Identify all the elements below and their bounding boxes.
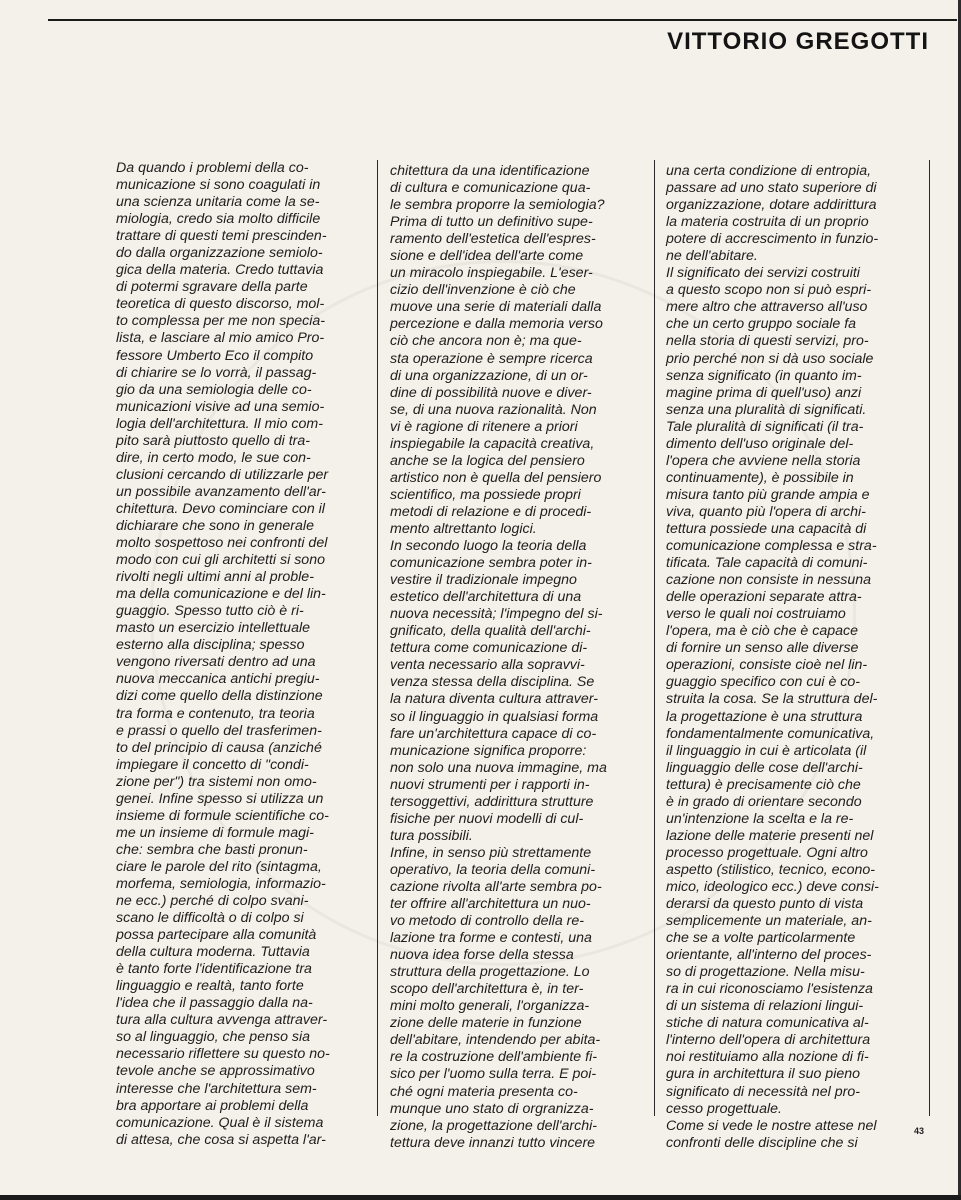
text-column-3	[666, 163, 925, 1152]
text-line: so di progettazione. Nella misu-	[666, 964, 865, 981]
scan-edge-bottom	[0, 1195, 961, 1200]
text-line: tra forma e contenuto, tra teoria	[116, 705, 315, 722]
text-line: dire, in certo modo, le sue con-	[116, 449, 311, 466]
text-line: aspetto (stilistico, tecnico, econo-	[666, 861, 875, 878]
text-line: nuova idea forse della stessa	[390, 947, 574, 964]
text-line: tettura deve innanzi tutto vincere	[390, 1134, 596, 1151]
text-line: tura alla cultura avvenga attraver-	[116, 1012, 328, 1029]
text-line: processo progettuale. Ogni altro	[666, 844, 868, 861]
text-line: verso le quali noi costruiamo	[666, 606, 846, 623]
text-line: vengono riversati dentro ad una	[116, 654, 316, 671]
text-line: fondamentalmente comunicativa,	[666, 725, 875, 742]
text-line: di cultura e comunicazione qua-	[390, 180, 591, 197]
text-line: clusioni cercando di utilizzarle per	[116, 466, 329, 483]
text-line: viva, quanto più l'opera di archi-	[666, 503, 866, 520]
text-line: di potermi sgravare della parte	[116, 279, 308, 296]
text-line: zione, la progettazione dell'archi-	[390, 1117, 597, 1134]
text-line: masto un esercizio intellettuale	[116, 620, 310, 637]
text-line: estetico dell'architettura di una	[390, 589, 582, 606]
text-line: comunicazione complessa e stra-	[666, 538, 877, 555]
text-line: nuovi strumenti per i rapporti in-	[390, 776, 590, 793]
page-number: 43	[914, 1126, 925, 1136]
text-line: ma della comunicazione e del lin-	[116, 586, 326, 603]
text-line: vi è ragione di ritenere a priori	[390, 418, 578, 435]
text-line: orientante, all'interno del proces-	[666, 947, 872, 964]
text-line: molto sospettoso nei confronti del	[116, 535, 328, 552]
text-line: comunicazione sembra poter in-	[390, 555, 592, 572]
text-line: Il significato dei servizi costruiti	[666, 265, 860, 282]
text-line: chitettura. Devo cominciare con il	[116, 500, 325, 517]
text-line: ciò che ancora non è; ma que-	[390, 333, 582, 350]
text-line: la natura diventa cultura attraver-	[390, 691, 598, 708]
text-line: tettura) è precisamente ciò che	[666, 776, 861, 793]
text-line: l'opera che avviene nella storia	[666, 452, 861, 469]
text-line: cizio dell'invenzione è ciò che	[390, 282, 576, 299]
text-line: operazioni, consiste cioè nel lin-	[666, 657, 868, 674]
text-line: linguaggio e realtà, tanto forte	[116, 978, 304, 995]
text-line: dichiarare che sono in generale	[116, 517, 314, 534]
author-name: VITTORIO GREGOTTI	[667, 28, 929, 55]
text-line: modo con cui gli architetti si sono	[116, 552, 325, 569]
text-line: In secondo luogo la teoria della	[390, 538, 587, 555]
text-line: scientifico, ma possiede propri	[390, 486, 581, 503]
text-line: mini molto generali, l'organizza-	[390, 998, 590, 1015]
text-line: fessore Umberto Eco il compito	[116, 347, 314, 364]
text-line: insieme di formule scientifiche co-	[116, 807, 329, 824]
text-line: venza stessa della disciplina. Se	[390, 674, 595, 691]
text-line: sta operazione è sempre ricerca	[390, 350, 593, 367]
text-line: della cultura moderna. Tuttavia	[116, 944, 310, 961]
text-line: e prassi o quello del trasferimen-	[116, 722, 322, 739]
text-line: dine di possibilità nuove e diver-	[390, 384, 592, 401]
text-line: un'intenzione la scelta e la re-	[666, 810, 854, 827]
text-line: Tale pluralità di significati (il tra-	[666, 418, 864, 435]
text-line: che se a volte particolarmente	[666, 930, 856, 947]
text-line: è tanto forte l'identificazione tra	[116, 961, 312, 978]
text-line: le sembra proporre la semiologia?	[390, 197, 605, 214]
text-line: Prima di tutto un definitivo supe-	[390, 214, 593, 231]
text-line: dell'abitare, intendendo per abita-	[390, 1032, 601, 1049]
text-line: municazione significa proporre:	[390, 742, 587, 759]
text-line: re la costruzione dell'ambiente fi-	[390, 1049, 597, 1066]
text-line: anche se la logica del pensiero	[390, 452, 585, 469]
text-line: stiche di natura comunicativa al-	[666, 1015, 869, 1032]
text-line: una scienza unitaria come la se-	[116, 194, 320, 211]
text-line: delle operazioni separate attra-	[666, 589, 862, 606]
text-line: esterno alla disciplina; spesso	[116, 637, 305, 654]
text-line: trattare di questi temi prescinden-	[116, 228, 327, 245]
text-line: semplicemente un materiale, an-	[666, 913, 872, 930]
text-line: tura possibili.	[390, 827, 473, 844]
text-line: logia dell'architettura. Il mio com-	[116, 415, 323, 432]
column-divider-1	[377, 160, 378, 1116]
text-column-2	[390, 163, 644, 1152]
text-line: l'opera, ma è ciò che è capace	[666, 623, 858, 640]
text-line: l'idea che il passaggio dalla na-	[116, 995, 313, 1012]
text-line: operativo, la teoria della comuni-	[390, 861, 596, 878]
text-line: bra apportare ai problemi della	[116, 1097, 309, 1114]
text-line: continuamente), è possibile in	[666, 469, 854, 486]
text-line: ter offrire all'architettura un nuo-	[390, 896, 591, 913]
text-line: muove una serie di materiali dalla	[390, 299, 602, 316]
text-line: di una organizzazione, di un or-	[390, 367, 588, 384]
text-line: gnificato, della qualità dell'archi-	[390, 623, 591, 640]
text-line: municazioni visive ad una semio-	[116, 398, 325, 415]
text-line: struttura della progettazione. Lo	[390, 964, 590, 981]
text-line: tersoggettivi, addirittura strutture	[390, 793, 594, 810]
text-line: mento altrettanto logici.	[390, 520, 537, 537]
column-divider-3	[929, 160, 930, 1116]
text-line: tettura possiede una capacità di	[666, 520, 867, 537]
text-line: misura tanto più grande ampia e	[666, 486, 870, 503]
text-line: vo metodo di controllo della re-	[390, 913, 584, 930]
text-line: che: sembra che basti pronun-	[116, 841, 308, 858]
text-line: lista, e lasciare al mio amico Pro-	[116, 330, 325, 347]
text-line: ramento dell'estetica dell'espres-	[390, 231, 596, 248]
text-line: struita la cosa. Se la struttura del-	[666, 691, 878, 708]
text-line: gica della materia. Credo tuttavia	[116, 262, 324, 279]
text-line: mere altro che attraverso all'uso	[666, 299, 868, 316]
text-line: non solo una nuova immagine, ma	[390, 759, 607, 776]
text-line: un possibile avanzamento dell'ar-	[116, 483, 326, 500]
text-line: è in grado di orientare secondo	[666, 793, 862, 810]
text-line: il linguaggio in cui è articolata (il	[666, 742, 867, 759]
text-line: sico per l'uomo sulla terra. E poi-	[390, 1066, 597, 1083]
text-line: ne ecc.) perché di colpo svani-	[116, 893, 309, 910]
text-line: so al linguaggio, che penso sia	[116, 1029, 311, 1046]
text-line: scopo dell'architettura è, in ter-	[390, 981, 584, 998]
text-line: artistico non è quella del pensiero	[390, 469, 602, 486]
text-line: munque uno stato di orgranizza-	[390, 1100, 594, 1117]
text-line: ne dell'abitare.	[666, 248, 758, 265]
text-line: a questo scopo non si può espri-	[666, 282, 872, 299]
text-line: genei. Infine spesso si utilizza un	[116, 790, 324, 807]
text-line: dizi come quello della distinzione	[116, 688, 323, 705]
header-rule	[48, 19, 957, 21]
text-line: ché ogni materia presenta co-	[390, 1083, 578, 1100]
text-line: comunicazione. Qual è il sistema	[116, 1114, 324, 1131]
text-line: confronti delle discipline che si	[666, 1134, 858, 1151]
text-line: gio da una semiologia delle co-	[116, 381, 312, 398]
text-line: morfema, semiologia, informazio-	[116, 875, 326, 892]
text-line: potere di accrescimento in funzio-	[666, 231, 879, 248]
text-line: venta necessario alla sopravvi-	[390, 657, 585, 674]
text-line: zione per") tra sistemi non omo-	[116, 773, 317, 790]
text-line: l'interno dell'opera di architettura	[666, 1032, 871, 1049]
text-line: significato di necessità nel pro-	[666, 1083, 860, 1100]
text-line: municazione si sono coagulati in	[116, 177, 321, 194]
text-line: teoretica di questo discorso, mol-	[116, 296, 325, 313]
text-line: tevole anche se approssimativo	[116, 1063, 315, 1080]
text-line: metodi di relazione e di procedi-	[390, 503, 592, 520]
text-line: so il linguaggio in qualsiasi forma	[390, 708, 599, 725]
text-line: to complessa per me non specia-	[116, 313, 325, 330]
text-line: nuova necessità; l'impegno del si-	[390, 606, 603, 623]
text-column-1	[116, 160, 370, 1149]
text-line: percezione e dalla memoria verso	[390, 316, 603, 333]
text-line: prio perché non si dà uso sociale	[666, 350, 874, 367]
text-line: cazione rivolta all'arte sembra po-	[390, 878, 602, 895]
text-line: scano le difficoltà o di colpo si	[116, 910, 304, 927]
text-line: la materia costruita di un proprio	[666, 214, 869, 231]
text-line: Come si vede le nostre attese nel	[666, 1117, 877, 1134]
text-line: senza significato (in quanto im-	[666, 367, 862, 384]
text-line: fare un'architettura capace di co-	[390, 725, 597, 742]
text-line: di attesa, che cosa si aspetta l'ar-	[116, 1131, 326, 1148]
text-line: derarsi da questo punto di vista	[666, 896, 864, 913]
text-line: che un certo gruppo sociale fa	[666, 316, 857, 333]
text-line: gura in architettura il suo pieno	[666, 1066, 861, 1083]
text-line: pito sarà piuttosto quello di tra-	[116, 432, 311, 449]
text-line: lazione tra forme e contesti, una	[390, 930, 592, 947]
text-line: noi restituiamo alla nozione di fi-	[666, 1049, 869, 1066]
text-line: organizzazione, dotare addirittura	[666, 197, 877, 214]
text-line: di fornire un senso alle diverse	[666, 640, 859, 657]
text-line: ra in cui riconosciamo l'esistenza	[666, 981, 873, 998]
text-line: zione delle materie in funzione	[390, 1015, 582, 1032]
column-divider-2	[654, 160, 655, 1116]
text-line: mico, ideologico ecc.) deve consi-	[666, 878, 879, 895]
text-line: cesso progettuale.	[666, 1100, 782, 1117]
text-line: cazione non consiste in nessuna	[666, 572, 872, 589]
text-line: chitettura da una identificazione	[390, 163, 590, 179]
text-line: passare ad uno stato superiore di	[666, 180, 877, 197]
text-line: me un insieme di formule magi-	[116, 824, 314, 841]
text-line: impiegare il concetto di "condi-	[116, 756, 309, 773]
text-line: to del principio di causa (anziché	[116, 739, 322, 756]
text-line: una certa condizione di entropia,	[666, 163, 872, 179]
text-line: Infine, in senso più strettamente	[390, 844, 592, 861]
text-line: magine prima di quell'uso) anzi	[666, 384, 862, 401]
text-line: do dalla organizzazione semiolo-	[116, 245, 323, 262]
text-line: un miracolo inspiegabile. L'eser-	[390, 265, 593, 282]
text-line: di chiarire se lo vorrà, il passag-	[116, 364, 317, 381]
text-line: linguaggio delle cose dell'archi-	[666, 759, 863, 776]
text-line: nella storia di questi servizi, pro-	[666, 333, 869, 350]
text-line: la progettazione è una struttura	[666, 708, 863, 725]
text-line: dimento dell'uso originale del-	[666, 435, 854, 452]
text-line: ciare le parole del rito (sintagma,	[116, 858, 322, 875]
text-line: rivolti negli ultimi anni al proble-	[116, 569, 314, 586]
text-line: Da quando i problemi della co-	[116, 160, 309, 176]
text-line: guaggio specifico con cui è co-	[666, 674, 861, 691]
text-line: senza una pluralità di significati.	[666, 401, 867, 418]
text-line: nuova meccanica antichi pregiu-	[116, 671, 320, 688]
text-line: possa partecipare alla comunità	[116, 927, 317, 944]
text-line: tificata. Tale capacità di comuni-	[666, 555, 868, 572]
text-line: di un sistema di relazioni lingui-	[666, 998, 864, 1015]
text-line: fisiche per nuovi modelli di cul-	[390, 810, 584, 827]
text-line: lazione delle materie presenti nel	[666, 827, 874, 844]
text-line: se, di una nuova razionalità. Non	[390, 401, 597, 418]
text-line: inspiegabile la capacità creativa,	[390, 435, 595, 452]
text-line: interesse che l'architettura sem-	[116, 1080, 317, 1097]
text-line: vestire il tradizionale impegno	[390, 572, 577, 589]
text-line: necessario riflettere su questo no-	[116, 1046, 330, 1063]
text-line: tettura come comunicazione di-	[390, 640, 588, 657]
text-line: guaggio. Spesso tutto ciò è ri-	[116, 603, 304, 620]
text-line: miologia, credo sia molto difficile	[116, 211, 321, 228]
text-line: sione e dell'idea dell'arte come	[390, 248, 584, 265]
